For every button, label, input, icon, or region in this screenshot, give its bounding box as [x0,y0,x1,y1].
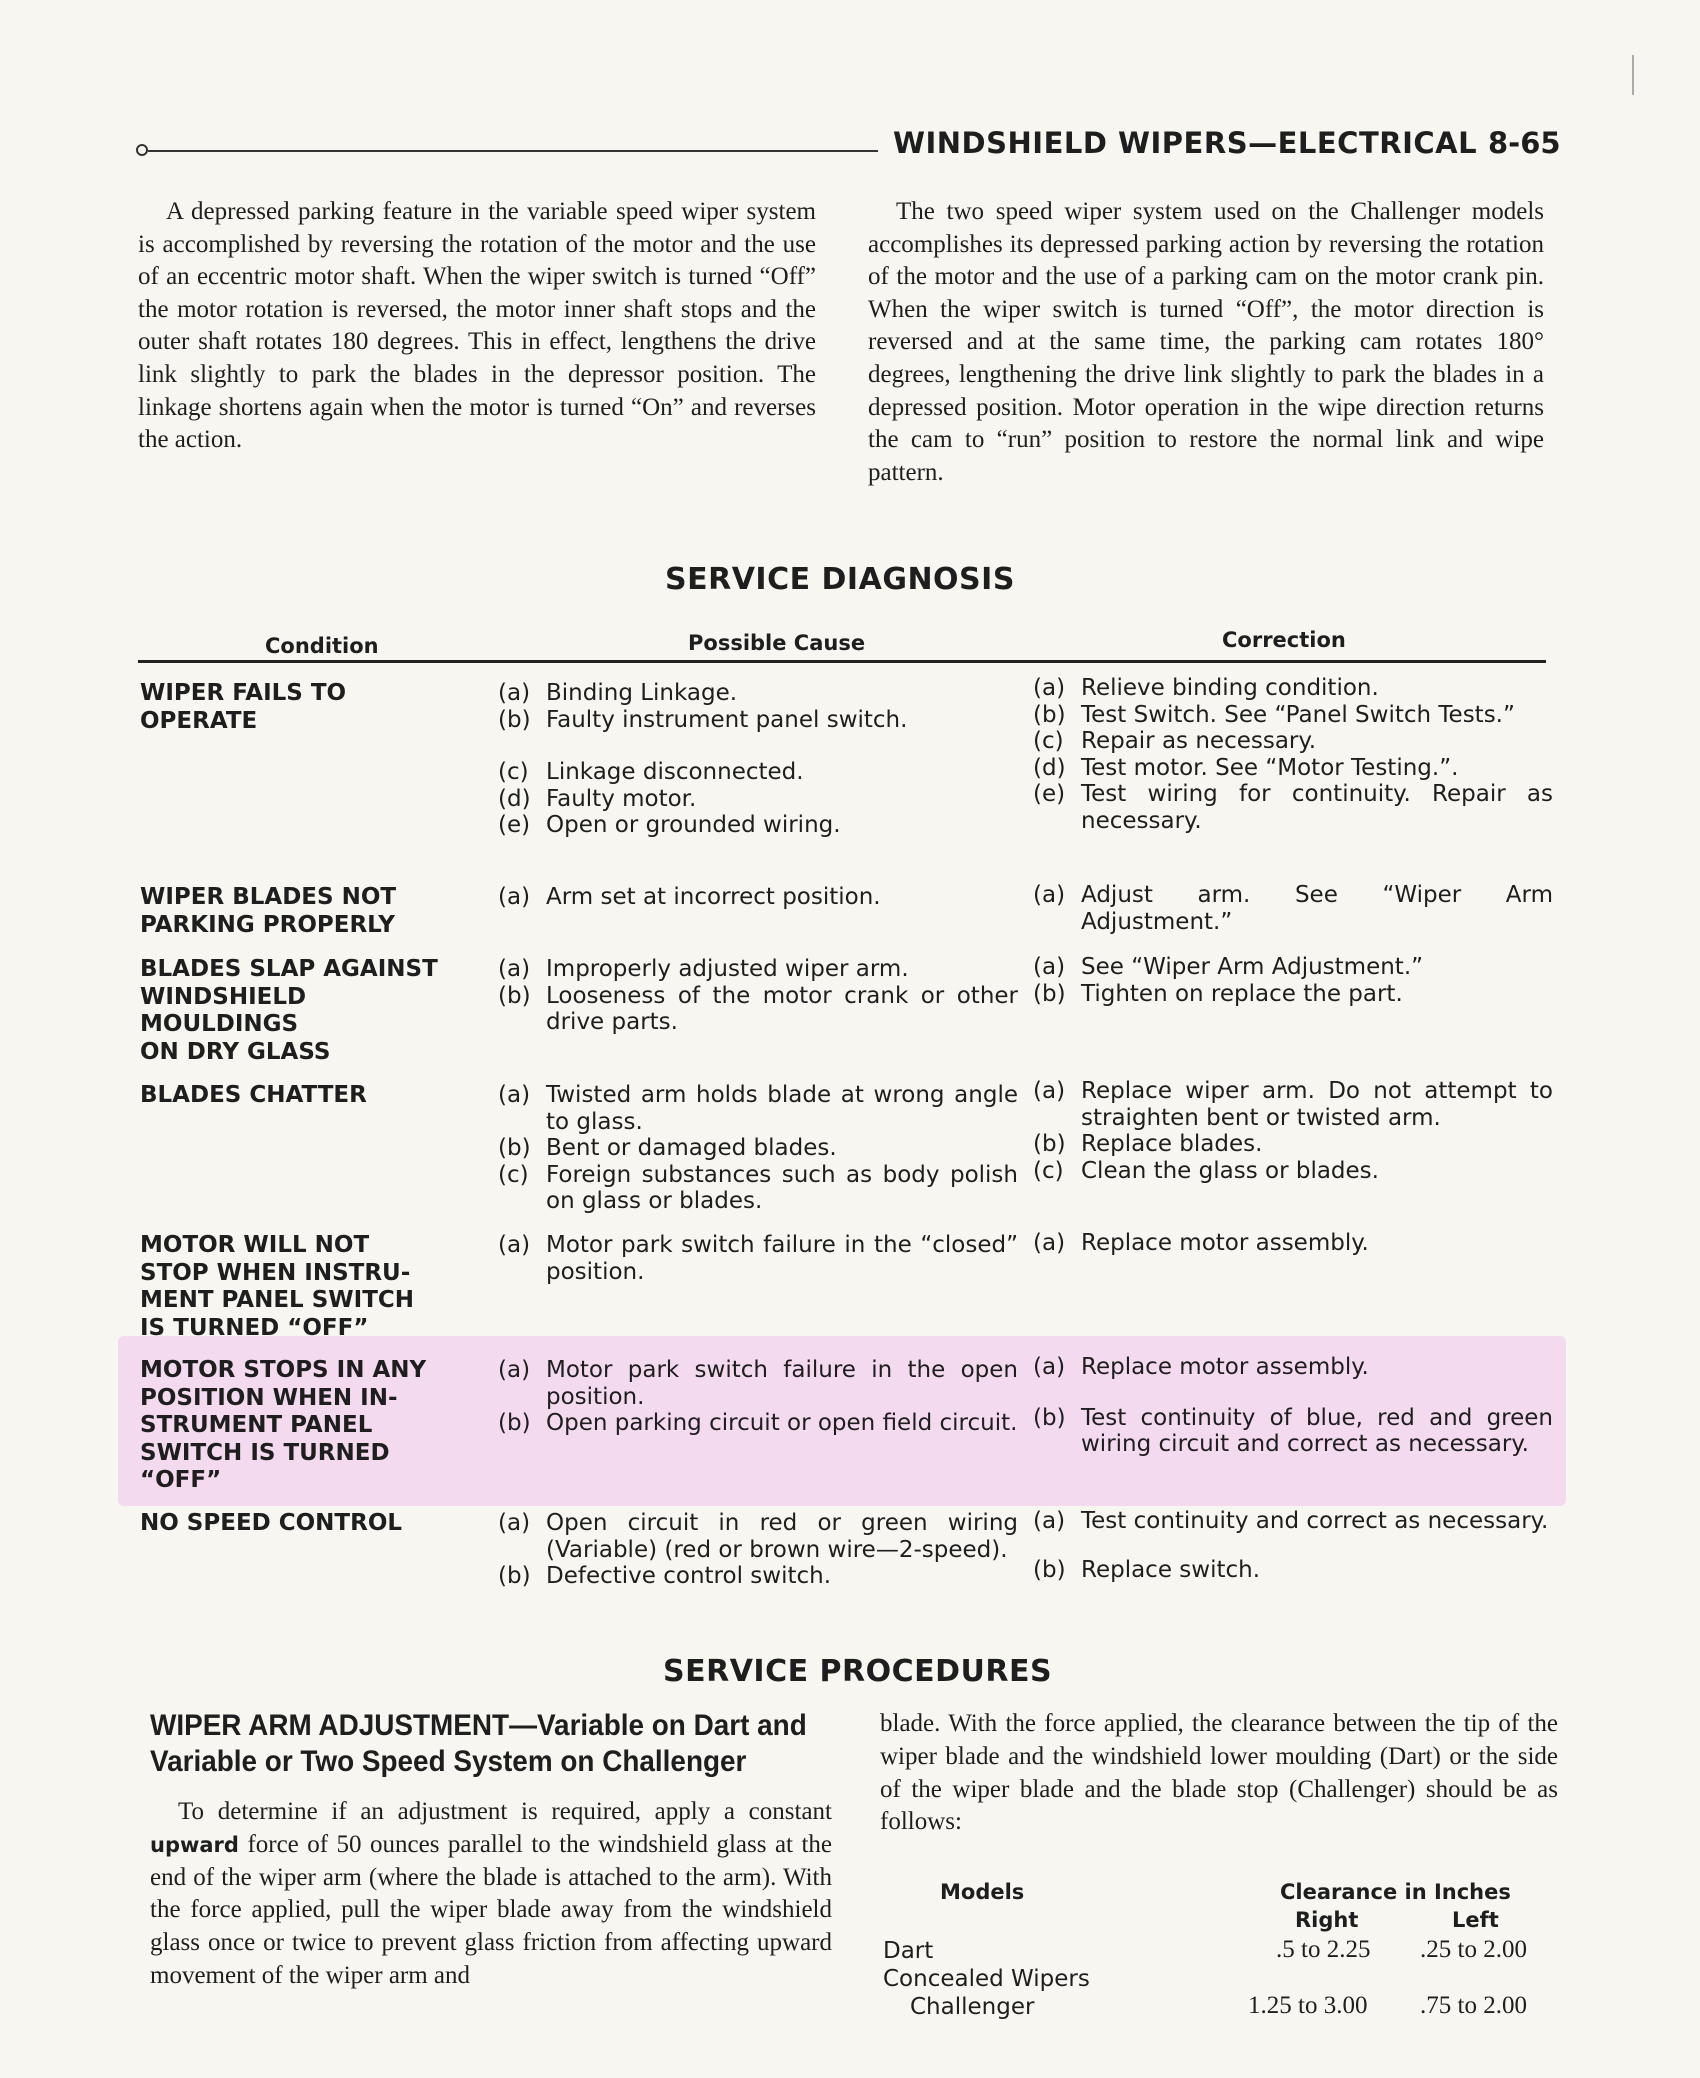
cause-list [498,1510,1018,1590]
clearance-right-value: .5 to 2.25 [1276,1936,1371,1963]
cause-item: (b) Open parking circuit or open field circuit. [498,1410,1018,1436]
correction-list [1033,675,1553,834]
condition-cell: NO SPEED CONTROL [140,1510,403,1536]
cause-item: (a) Twisted arm holds blade at wrong angle to glass. [498,1082,1018,1135]
condition-cell: MOTOR WILL NOT STOP WHEN INSTRU- MENT PANEL SWITCH IS TURNED “OFF” [140,1232,415,1341]
cause-list [498,1082,1018,1215]
condition-cell: BLADES SLAP AGAINST WINDSHIELD MOULDINGS ON DRY GLASS [140,956,438,1065]
procedure-paragraph-right: blade. With the force applied, the clearance between the tip of the wiper blade and the windshield lower moulding (Dart) or the side of the wiper blade and the blade stop (Challenger) should be as follows: [880,1710,1558,1836]
correction-list [1033,882,1553,935]
procedure-subtitle [150,1708,807,1780]
header-circle-mark [136,144,148,156]
cause-item: (b) Looseness of the motor crank or other drive parts. [498,982,1018,1035]
condition-cell: BLADES CHATTER [140,1082,367,1108]
service-diagnosis-heading: SERVICE DIAGNOSIS [665,562,1015,597]
clearance-model: Challenger [910,1994,1035,2020]
clearance-left-value: .25 to 2.00 [1420,1936,1527,1963]
table-header-rule [138,660,1546,663]
clearance-model: Concealed Wipers [883,1966,1090,1992]
cause-list [498,1232,1018,1285]
cause-item: (e) Open or grounded wiring. [498,812,841,838]
cause-item: (a) Motor park switch failure in the open position. [498,1357,1018,1410]
correction-item: (a) Relieve binding condition. [1033,675,1379,701]
section-title: WINDSHIELD WIPERS—ELECTRICAL [893,126,1478,160]
correction-item: (a) Replace motor assembly. [1033,1354,1369,1380]
clearance-left-header: Left [1452,1908,1499,1932]
condition-cell: WIPER FAILS TO OPERATE [140,680,347,734]
correction-item: (a) Test continuity and correct as necessary. [1033,1508,1549,1534]
procedure-text-start: To determine if an adjustment is required, apply a constant [178,1798,832,1825]
correction-list [1033,1078,1553,1184]
cause-item: (b) Defective control switch. [498,1563,832,1589]
clearance-model: Dart [883,1938,934,1964]
header-rule [148,150,878,152]
correction-item: (a) See “Wiper Arm Adjustment.” [1033,954,1424,980]
cause-item: (a) Arm set at incorrect position. [498,884,881,910]
correction-item: (b) Test continuity of blue, red and green wiring circuit and correct as necessary. [1033,1404,1553,1457]
correction-item: (b) Test Switch. See “Panel Switch Tests.” [1033,701,1515,728]
cause-item: (c) Foreign substances such as body polish on glass or blades. [498,1161,1018,1214]
cause-item: (a) Binding Linkage. [498,680,738,706]
correction-list [1033,1508,1553,1583]
correction-item: (a) Replace wiper arm. Do not attempt to straighten bent or twisted arm. [1033,1078,1553,1131]
procedure-text-end: force of 50 ounces parallel to the windshield glass at the end of the wiper arm (where the blade is attached to the arm). With the force applied, pull the wiper blade away from the windshield glass once or twice to prevent glass friction from affecting upward movement of the wiper arm and [150,1830,832,1989]
cause-item: (c) Linkage disconnected. [498,759,804,785]
column-header-cause: Possible Cause [688,631,866,655]
correction-item: (b) Tighten on replace the part. [1033,980,1403,1007]
correction-item: (a) Adjust arm. See “Wiper Arm Adjustment.” [1033,882,1553,935]
correction-item: (e) Test wiring for continuity. Repair as necessary. [1033,781,1553,834]
condition-cell: MOTOR STOPS IN ANY POSITION WHEN IN- STRUMENT PANEL SWITCH IS TURNED “OFF” [140,1357,427,1493]
clearance-models-header: Models [940,1880,1025,1904]
cause-item: (a) Open circuit in red or green wiring (Variable) (red or brown wire—2-speed). [498,1510,1018,1563]
clearance-header: Clearance in Inches [1280,1880,1511,1904]
intro-paragraph-left: A depressed parking feature in the variable speed wiper system is accomplished by reversing the rotation of the motor and the use of an eccentric motor shaft. When the wiper switch is turned “Off” the motor rotation is reversed, the motor inner shaft stops and the outer shaft rotates 180 degrees. This in effect, lengthens the drive link slightly to park the blades in the depressor position. The linkage shortens again when the motor is turned “On” and reverses the action. [138,198,816,454]
cause-item: (b) Faulty instrument panel switch. [498,706,908,733]
cause-item: (a) Motor park switch failure in the “closed” position. [498,1232,1018,1285]
clearance-right-header: Right [1295,1908,1359,1932]
cause-list [498,1357,1018,1437]
correction-list [1033,954,1553,1007]
clearance-right-value: 1.25 to 3.00 [1248,1992,1368,2019]
cause-item: (b) Bent or damaged blades. [498,1135,837,1161]
correction-item: (d) Test motor. See “Motor Testing.”. [1033,754,1459,781]
cause-list [498,680,1018,839]
cause-item: (a) Improperly adjusted wiper arm. [498,956,909,982]
procedure-emphasis: upward [150,1832,239,1857]
correction-item: (a) Replace motor assembly. [1033,1230,1369,1256]
clearance-left-value: .75 to 2.00 [1420,1992,1527,2019]
column-header-correction: Correction [1222,628,1346,652]
intro-paragraph-right: The two speed wiper system used on the Challenger models accomplishes its depressed parking action by reversing the rotation of the motor and the use of a parking cam on the motor crank pin. When the wiper switch is turned “Off”, the motor direction is reversed and at the same time, the parking cam rotates 180° degrees, lengthening the drive link slightly to park the blades in a depressed position. Motor operation in the wipe direction returns the cam to “run” position to restore the normal link and wipe pattern. [868,198,1544,486]
correction-list [1033,1354,1553,1458]
service-procedures-heading: SERVICE PROCEDURES [663,1654,1053,1689]
correction-list [1033,1230,1553,1257]
cause-list [498,884,1018,911]
column-header-condition: Condition [265,634,379,658]
correction-item: (b) Replace blades. [1033,1131,1263,1157]
cause-list [498,956,1018,1036]
correction-item: (c) Clean the glass or blades. [1033,1157,1379,1184]
margin-mark [1632,55,1634,95]
correction-item: (c) Repair as necessary. [1033,728,1317,754]
cause-item: (d) Faulty motor. [498,785,697,812]
procedure-paragraph [150,1796,832,1993]
procedure-subtitle-text: WIPER ARM ADJUSTMENT—Variable on Dart and Variable or Two Speed System on Challenger [150,1709,807,1778]
correction-item: (b) Replace switch. [1033,1556,1261,1583]
page-number: 8-65 [1488,126,1561,160]
condition-cell: WIPER BLADES NOT PARKING PROPERLY [140,884,397,938]
